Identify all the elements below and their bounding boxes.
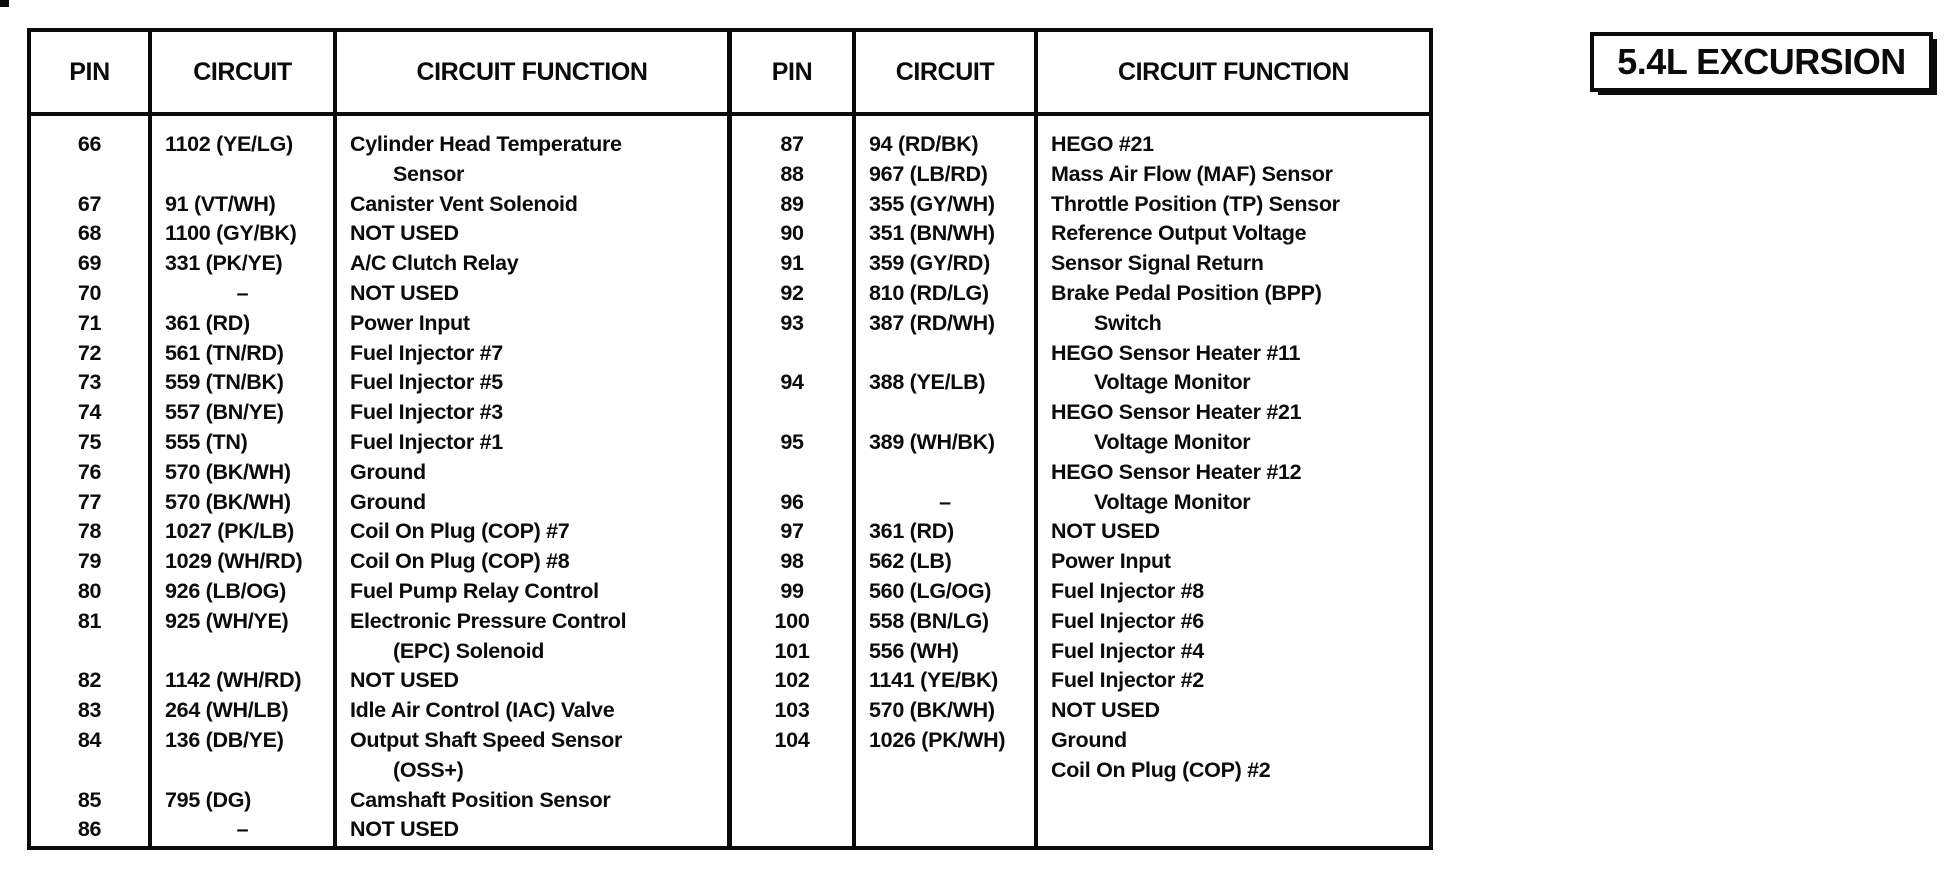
right-row-20-func-cell: Ground <box>1051 727 1127 752</box>
left-row-17-func-cell: (EPC) Solenoid <box>393 638 545 663</box>
left-row-17-pin-cell <box>31 637 148 667</box>
right-row-9-pin-cell <box>732 398 852 428</box>
left-row-9-pin-cell: 74 <box>77 400 102 425</box>
right-row-14-pin-cell: 98 <box>780 549 804 574</box>
left-row-19-func-cell: Idle Air Control (IAC) Valve <box>350 698 615 723</box>
left-row-18-pin-cell: 82 <box>77 668 102 693</box>
left-row-15-circuit-cell: 926 (LB/OG) <box>165 578 286 603</box>
vehicle-label: 5.4L EXCURSION <box>1617 41 1906 82</box>
left-row-16-circuit-cell: 925 (WH/YE) <box>165 608 289 633</box>
left-row-14-func-cell: Coil On Plug (COP) #8 <box>350 549 570 574</box>
left-row-3-circuit-cell: 1100 (GY/BK) <box>165 221 297 246</box>
right-row-21-func-cell: Coil On Plug (COP) #2 <box>1051 757 1271 782</box>
right-pin-column <box>732 32 856 846</box>
left-row-11-func-cell: Ground <box>350 459 426 484</box>
left-row-18-func-cell: NOT USED <box>350 668 459 693</box>
right-row-9-circuit-cell <box>856 398 1034 428</box>
left-func-body <box>337 116 727 845</box>
left-circuit-header: CIRCUIT <box>152 32 333 116</box>
left-row-13-circuit-cell: 1027 (PK/LB) <box>165 519 295 544</box>
right-row-12-func-cell: Voltage Monitor <box>1094 489 1251 514</box>
right-row-12-circuit-cell: – <box>939 489 951 514</box>
left-row-1-func-cell: Sensor <box>393 161 465 186</box>
vehicle-label-box <box>1590 32 1933 92</box>
right-row-3-func-cell: Reference Output Voltage <box>1051 221 1307 246</box>
right-row-16-circuit-cell: 558 (BN/LG) <box>869 608 989 633</box>
right-row-16-func-cell: Fuel Injector #6 <box>1051 608 1204 633</box>
right-row-0-circuit-cell: 94 (RD/BK) <box>869 132 979 156</box>
right-row-13-func-cell: NOT USED <box>1051 519 1160 544</box>
right-row-20-circuit-cell: 1026 (PK/WH) <box>869 727 1006 752</box>
right-row-14-func-cell: Power Input <box>1051 549 1171 574</box>
right-row-6-func-cell: Switch <box>1094 310 1162 335</box>
right-row-1-func-cell: Mass Air Flow (MAF) Sensor <box>1051 161 1333 186</box>
left-row-10-circuit-cell: 555 (TN) <box>165 429 248 454</box>
left-row-13-pin-cell: 78 <box>77 519 102 544</box>
right-row-19-circuit-cell: 570 (BK/WH) <box>869 698 995 723</box>
right-pin-body <box>732 116 852 786</box>
right-row-8-pin-cell: 94 <box>780 370 804 395</box>
scan-artifact <box>0 0 9 7</box>
left-row-2-circuit-cell: 91 (VT/WH) <box>165 191 276 216</box>
left-row-2-func-cell: Canister Vent Solenoid <box>350 191 578 216</box>
left-function-header: CIRCUIT FUNCTION <box>337 32 727 116</box>
right-row-0-pin-cell: 87 <box>780 132 804 156</box>
left-row-9-circuit-cell: 557 (BN/YE) <box>165 400 284 425</box>
left-row-0-func-cell: Cylinder Head Temperature <box>350 132 622 156</box>
left-row-13-func-cell: Coil On Plug (COP) #7 <box>350 519 570 544</box>
right-row-5-func-cell: Brake Pedal Position (BPP) <box>1051 280 1322 305</box>
right-row-11-circuit-cell <box>856 458 1034 488</box>
right-row-9-func-cell: HEGO Sensor Heater #21 <box>1051 400 1302 425</box>
right-row-19-pin-cell: 103 <box>774 698 810 723</box>
left-row-22-pin-cell: 85 <box>77 787 102 812</box>
left-row-1-pin-cell <box>31 160 148 190</box>
right-row-11-func-cell: HEGO Sensor Heater #12 <box>1051 459 1302 484</box>
right-func-body <box>1038 116 1429 786</box>
left-row-4-func-cell: A/C Clutch Relay <box>350 251 519 276</box>
left-row-19-circuit-cell: 264 (WH/LB) <box>165 698 289 723</box>
left-row-4-pin-cell: 69 <box>77 251 102 276</box>
left-row-7-pin-cell: 72 <box>77 340 102 365</box>
right-row-10-pin-cell: 95 <box>780 429 804 454</box>
right-row-7-func-cell: HEGO Sensor Heater #11 <box>1051 340 1301 365</box>
right-row-2-circuit-cell: 355 (GY/WH) <box>869 191 995 216</box>
left-row-0-pin-cell: 66 <box>77 132 102 156</box>
right-pin-header: PIN <box>732 32 852 116</box>
right-row-6-pin-cell: 93 <box>780 310 804 335</box>
right-row-12-pin-cell: 96 <box>780 489 804 514</box>
left-circuit-body <box>152 116 333 845</box>
right-row-4-func-cell: Sensor Signal Return <box>1051 251 1264 276</box>
right-circuit-column <box>856 32 1038 846</box>
right-row-15-circuit-cell: 560 (LG/OG) <box>869 578 992 603</box>
left-row-20-func-cell: Output Shaft Speed Sensor <box>350 727 623 752</box>
right-row-3-pin-cell: 90 <box>780 221 804 246</box>
left-row-20-pin-cell: 84 <box>77 727 102 752</box>
right-row-7-circuit-cell <box>856 339 1034 369</box>
right-row-8-circuit-cell: 388 (YE/LB) <box>869 370 986 395</box>
left-row-6-circuit-cell: 361 (RD) <box>165 310 250 335</box>
right-row-15-func-cell: Fuel Injector #8 <box>1051 578 1204 603</box>
right-row-11-pin-cell <box>732 458 852 488</box>
right-circuit-body <box>856 116 1034 786</box>
left-row-11-circuit-cell: 570 (BK/WH) <box>165 459 291 484</box>
right-row-13-pin-cell: 97 <box>780 519 804 544</box>
right-row-15-pin-cell: 99 <box>780 578 804 603</box>
left-row-14-circuit-cell: 1029 (WH/RD) <box>165 549 303 574</box>
left-circuit-column <box>152 32 337 846</box>
left-row-21-func-cell: (OSS+) <box>393 757 464 782</box>
left-row-1-circuit-cell <box>152 160 333 190</box>
left-row-21-circuit-cell <box>152 756 333 786</box>
left-row-5-circuit-cell: – <box>236 280 249 305</box>
right-row-0-func-cell: HEGO #21 <box>1051 132 1154 156</box>
left-row-22-func-cell: Camshaft Position Sensor <box>350 787 611 812</box>
left-row-4-circuit-cell: 331 (PK/YE) <box>165 251 283 276</box>
left-row-10-func-cell: Fuel Injector #1 <box>350 429 503 454</box>
right-row-21-pin-cell <box>732 756 852 786</box>
left-row-20-circuit-cell: 136 (DB/YE) <box>165 727 284 752</box>
left-row-8-func-cell: Fuel Injector #5 <box>350 370 503 395</box>
left-row-7-circuit-cell: 561 (TN/RD) <box>165 340 284 365</box>
left-row-12-pin-cell: 77 <box>77 489 102 514</box>
right-row-17-func-cell: Fuel Injector #4 <box>1051 638 1204 663</box>
right-row-2-pin-cell: 89 <box>780 191 804 216</box>
right-row-4-pin-cell: 91 <box>780 251 804 276</box>
right-row-2-func-cell: Throttle Position (TP) Sensor <box>1051 191 1340 216</box>
right-row-1-circuit-cell: 967 (LB/RD) <box>869 161 988 186</box>
left-row-19-pin-cell: 83 <box>77 698 102 723</box>
left-row-15-func-cell: Fuel Pump Relay Control <box>350 578 599 603</box>
left-function-column <box>337 32 732 846</box>
left-row-23-func-cell: NOT USED <box>350 817 459 842</box>
right-function-header: CIRCUIT FUNCTION <box>1038 32 1429 116</box>
left-row-14-pin-cell: 79 <box>77 549 102 574</box>
left-row-3-pin-cell: 68 <box>77 221 102 246</box>
left-row-16-func-cell: Electronic Pressure Control <box>350 608 627 633</box>
left-row-15-pin-cell: 80 <box>77 578 102 603</box>
left-pin-column <box>31 32 152 846</box>
left-row-8-pin-cell: 73 <box>77 370 102 395</box>
right-row-18-func-cell: Fuel Injector #2 <box>1051 668 1204 693</box>
left-pin-header: PIN <box>31 32 148 116</box>
left-row-8-circuit-cell: 559 (TN/BK) <box>165 370 284 395</box>
left-row-21-pin-cell <box>31 756 148 786</box>
right-row-16-pin-cell: 100 <box>774 608 810 633</box>
pinout-table <box>27 28 1433 850</box>
left-row-5-func-cell: NOT USED <box>350 280 459 305</box>
right-row-4-circuit-cell: 359 (GY/RD) <box>869 251 990 276</box>
right-row-5-circuit-cell: 810 (RD/LG) <box>869 280 989 305</box>
left-row-9-func-cell: Fuel Injector #3 <box>350 400 503 425</box>
right-row-5-pin-cell: 92 <box>780 280 804 305</box>
left-row-6-pin-cell: 71 <box>77 310 102 335</box>
left-row-23-circuit-cell: – <box>236 817 249 842</box>
left-row-12-func-cell: Ground <box>350 489 426 514</box>
left-pin-body <box>31 116 148 845</box>
right-row-17-circuit-cell: 556 (WH) <box>869 638 959 663</box>
right-row-14-circuit-cell: 562 (LB) <box>869 549 952 574</box>
left-row-0-circuit-cell: 1102 (YE/LG) <box>165 132 293 156</box>
right-row-10-circuit-cell: 389 (WH/BK) <box>869 429 995 454</box>
left-row-7-func-cell: Fuel Injector #7 <box>350 340 503 365</box>
left-row-5-pin-cell: 70 <box>77 280 102 305</box>
right-circuit-header: CIRCUIT <box>856 32 1034 116</box>
left-row-10-pin-cell: 75 <box>77 429 102 454</box>
left-row-22-circuit-cell: 795 (DG) <box>165 787 252 812</box>
left-row-11-pin-cell: 76 <box>77 459 102 484</box>
right-row-19-func-cell: NOT USED <box>1051 698 1160 723</box>
left-row-6-func-cell: Power Input <box>350 310 470 335</box>
left-row-18-circuit-cell: 1142 (WH/RD) <box>165 668 302 693</box>
right-row-8-func-cell: Voltage Monitor <box>1094 370 1251 395</box>
left-row-17-circuit-cell <box>152 637 333 667</box>
right-row-13-circuit-cell: 361 (RD) <box>869 519 954 544</box>
left-row-23-pin-cell: 86 <box>77 817 102 842</box>
right-row-17-pin-cell: 101 <box>774 638 810 663</box>
left-row-16-pin-cell: 81 <box>77 608 102 633</box>
left-row-2-pin-cell: 67 <box>77 191 102 216</box>
left-row-3-func-cell: NOT USED <box>350 221 459 246</box>
right-row-3-circuit-cell: 351 (BN/WH) <box>869 221 995 246</box>
right-function-column <box>1038 32 1429 846</box>
right-row-21-circuit-cell <box>856 756 1034 786</box>
right-row-10-func-cell: Voltage Monitor <box>1094 429 1251 454</box>
right-row-18-pin-cell: 102 <box>774 668 810 693</box>
right-row-1-pin-cell: 88 <box>780 161 804 186</box>
left-row-12-circuit-cell: 570 (BK/WH) <box>165 489 291 514</box>
right-row-7-pin-cell <box>732 339 852 369</box>
right-row-6-circuit-cell: 387 (RD/WH) <box>869 310 995 335</box>
right-row-18-circuit-cell: 1141 (YE/BK) <box>869 668 999 693</box>
right-row-20-pin-cell: 104 <box>774 727 810 752</box>
